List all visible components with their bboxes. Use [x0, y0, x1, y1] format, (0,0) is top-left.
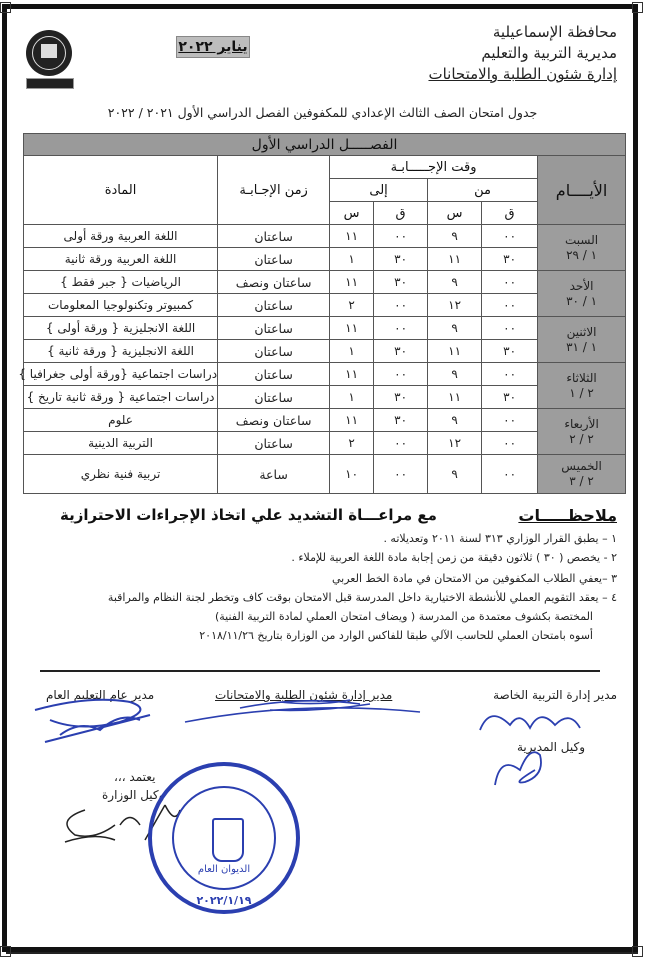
from-header: من [428, 179, 538, 202]
students-affairs-signature-icon [180, 690, 430, 730]
signature-divider [40, 670, 600, 672]
from-hour-header: س [428, 202, 482, 225]
students-affairs-director-label: مدير إدارة شئون الطلبة والامتحانات [215, 688, 393, 702]
from-hour-cell: ١١ [428, 386, 482, 409]
from-minute-cell: ٠٠ [482, 363, 538, 386]
official-stamp [148, 762, 300, 914]
from-minute-cell: ٣٠ [482, 340, 538, 363]
special-education-director-label: مدير إدارة التربية الخاصة [493, 688, 617, 702]
subject-cell: التربية الدينية [24, 432, 218, 455]
notes-title: ملاحظـــــات [518, 506, 617, 525]
days-header: الأيــــام [538, 156, 626, 225]
date-badge: يناير ٢٠٢٢ [176, 36, 250, 58]
stamp-label: الديوان العام [197, 864, 251, 875]
to-hour-cell: ١ [330, 340, 374, 363]
semester-title: الفصـــــل الدراسي الأول [24, 134, 626, 156]
from-minute-cell: ٠٠ [482, 409, 538, 432]
schedule-row [24, 363, 626, 386]
schedule-row [24, 432, 626, 455]
day-date: ٢ / ٢ [569, 431, 594, 446]
duration-cell: ساعتان [218, 317, 330, 340]
frame-corner [632, 946, 643, 957]
to-hour-header: س [330, 202, 374, 225]
from-hour-cell: ١٢ [428, 294, 482, 317]
to-minute-cell: ٣٠ [374, 386, 428, 409]
ministry-deputy-label: وكيل الوزارة [102, 788, 165, 802]
to-minute-cell: ٠٠ [374, 363, 428, 386]
duration-header: زمن الإجـابـة [218, 156, 330, 225]
to-minute-header: ق [374, 202, 428, 225]
to-minute-cell: ٠٠ [374, 432, 428, 455]
day-cell [538, 225, 626, 271]
to-minute-cell: ٠٠ [374, 455, 428, 494]
duration-cell: ساعتان ونصف [218, 409, 330, 432]
to-hour-cell: ٢ [330, 432, 374, 455]
to-hour-cell: ١١ [330, 271, 374, 294]
from-hour-cell: ١٢ [428, 432, 482, 455]
from-minute-cell: ٠٠ [482, 271, 538, 294]
subject-cell: كمبيوتر وتكنولوجيا المعلومات [24, 294, 218, 317]
to-minute-cell: ٣٠ [374, 271, 428, 294]
subject-cell: دراسات اجتماعية { ورقة ثانية تاريخ } [24, 386, 218, 409]
to-minute-cell: ٠٠ [374, 225, 428, 248]
to-hour-cell: ١١ [330, 409, 374, 432]
from-hour-cell: ١١ [428, 248, 482, 271]
subject-cell: دراسات اجتماعية {ورقة أولى جغرافيا } [24, 363, 218, 386]
schedule-row [24, 248, 626, 271]
day-name: الثلاثاء [566, 370, 597, 385]
schedule-row [24, 340, 626, 363]
to-hour-cell: ١١ [330, 225, 374, 248]
duration-cell: ساعتان [218, 225, 330, 248]
note-item: ١ – يطبق القرار الوزاري ٣١٣ لسنة ٢٠١١ وتعديلاته . [383, 532, 617, 545]
day-cell [538, 409, 626, 455]
note-item: ٤ – يعقد التقويم العملي للأنشطة الاختيارية داخل المدرسة قبل الامتحان بوقت كاف وتخطر لجنة النظام والمراقبة [107, 591, 617, 604]
day-cell [538, 271, 626, 317]
frame-bottom-rule [6, 952, 638, 954]
to-hour-cell: ١١ [330, 363, 374, 386]
from-minute-cell: ٠٠ [482, 432, 538, 455]
deputy-directorate-label: وكيل المديرية [517, 740, 585, 754]
duration-cell: ساعتان [218, 386, 330, 409]
directorate-name: مديرية التربية والتعليم [481, 44, 617, 62]
duration-cell: ساعتان [218, 432, 330, 455]
duration-cell: ساعتان [218, 340, 330, 363]
from-hour-cell: ٩ [428, 455, 482, 494]
day-name: السبت [565, 232, 599, 247]
precautions-banner: مع مراعـــاة التشديد علي اتخاذ الإجراءات الاحترازية [60, 506, 437, 524]
subject-cell: تربية فنية نظري [24, 455, 218, 494]
to-minute-cell: ٠٠ [374, 294, 428, 317]
emblem-logo-icon [26, 30, 72, 76]
schedule-row [24, 455, 626, 494]
governorate-name: محافظة الإسماعيلية [492, 23, 617, 41]
from-minute-cell: ٠٠ [482, 225, 538, 248]
to-hour-cell: ٢ [330, 294, 374, 317]
to-minute-cell: ٣٠ [374, 409, 428, 432]
note-item: ٢ - يخصص ( ٣٠ ) ثلاثون دقيقة من زمن إجابة مادة اللغة العربية للإملاء . [291, 551, 617, 564]
general-education-director-label: مدير عام التعليم العام [46, 688, 155, 702]
subject-cell: اللغة الانجليزية { ورقة أولى } [24, 317, 218, 340]
duration-cell: ساعتان [218, 294, 330, 317]
from-minute-cell: ٠٠ [482, 294, 538, 317]
day-date: ٢ / ١ [569, 385, 594, 400]
day-name: الأربعاء [564, 416, 599, 431]
from-hour-cell: ١١ [428, 340, 482, 363]
frame-corner [0, 2, 11, 13]
approved-label: يعتمد ،،، [114, 770, 156, 784]
day-cell [538, 363, 626, 409]
duration-cell: ساعتان [218, 248, 330, 271]
note-item: المختصة بكشوف معتمدة من المدرسة ( ويضاف امتحان العملي لمادة التربية الفنية) [214, 610, 593, 623]
stamp-date: ٢٠٢٢/١/١٩ [196, 894, 252, 907]
to-minute-cell: ٠٠ [374, 317, 428, 340]
schedule-row [24, 409, 626, 432]
subject-header: المادة [24, 156, 218, 225]
from-minute-cell: ٣٠ [482, 248, 538, 271]
day-name: الاثنين [566, 324, 597, 339]
from-minute-cell: ٠٠ [482, 455, 538, 494]
from-hour-cell: ٩ [428, 409, 482, 432]
note-item: ٣ –يعفي الطلاب المكفوفين من الامتحان في مادة الخط العربي [331, 572, 617, 585]
day-name: الأحد [569, 278, 594, 293]
exam-schedule-table [18, 133, 626, 494]
subject-cell: اللغة الانجليزية { ورقة ثانية } [24, 340, 218, 363]
to-minute-cell: ٣٠ [374, 248, 428, 271]
to-header: إلى [330, 179, 428, 202]
duration-cell: ساعة [218, 455, 330, 494]
schedule-row [24, 225, 626, 248]
logo-plate [26, 78, 74, 89]
to-hour-cell: ١٠ [330, 455, 374, 494]
to-hour-cell: ١ [330, 386, 374, 409]
to-hour-cell: ١ [330, 248, 374, 271]
day-cell [538, 317, 626, 363]
schedule-row [24, 294, 626, 317]
schedule-row [24, 386, 626, 409]
day-cell [538, 455, 626, 494]
organization-header [428, 22, 617, 85]
duration-cell: ساعتان ونصف [218, 271, 330, 294]
from-minute-header: ق [482, 202, 538, 225]
day-date: ٢ / ٣ [569, 474, 594, 488]
eagle-emblem-icon [212, 818, 244, 862]
subject-cell: اللغة العربية ورقة أولى [24, 225, 218, 248]
from-hour-cell: ٩ [428, 317, 482, 340]
from-minute-cell: ٠٠ [482, 317, 538, 340]
to-hour-cell: ١١ [330, 317, 374, 340]
note-item: أسوه بامتحان العملي للحاسب الآلي طبقا للفاكس الوارد من الوزارة بتاريخ ٢٠١٨/١١/٢٦ [199, 629, 593, 642]
to-minute-cell: ٣٠ [374, 340, 428, 363]
day-date: ١ / ٣٠ [566, 293, 598, 308]
from-hour-cell: ٩ [428, 271, 482, 294]
department-name: إدارة شئون الطلبة والامتحانات [428, 65, 617, 83]
schedule-row [24, 271, 626, 294]
from-hour-cell: ٩ [428, 363, 482, 386]
day-date: ١ / ٢٩ [566, 247, 598, 262]
from-minute-cell: ٣٠ [482, 386, 538, 409]
duration-cell: ساعتان [218, 363, 330, 386]
answer-time-header: وقت الإجـــــابـة [330, 156, 538, 179]
day-date: ١ / ٣١ [566, 339, 598, 354]
deputy-signature-icon [485, 740, 555, 790]
schedule-body [18, 225, 626, 494]
subject-cell: اللغة العربية ورقة ثانية [24, 248, 218, 271]
subject-cell: الرياضيات { جبر فقط } [24, 271, 218, 294]
day-name: الخميس [561, 459, 602, 473]
schedule-subtitle: جدول امتحان الصف الثالث الإعدادي للمكفوفين الفصل الدراسي الأول ٢٠٢١ / ٢٠٢٢ [107, 105, 538, 120]
frame-corner [632, 2, 643, 13]
schedule-row [24, 317, 626, 340]
from-hour-cell: ٩ [428, 225, 482, 248]
subject-cell: علوم [24, 409, 218, 432]
frame-corner [0, 946, 11, 957]
general-director-signature-icon [30, 690, 160, 750]
special-education-signature-icon [470, 700, 590, 740]
